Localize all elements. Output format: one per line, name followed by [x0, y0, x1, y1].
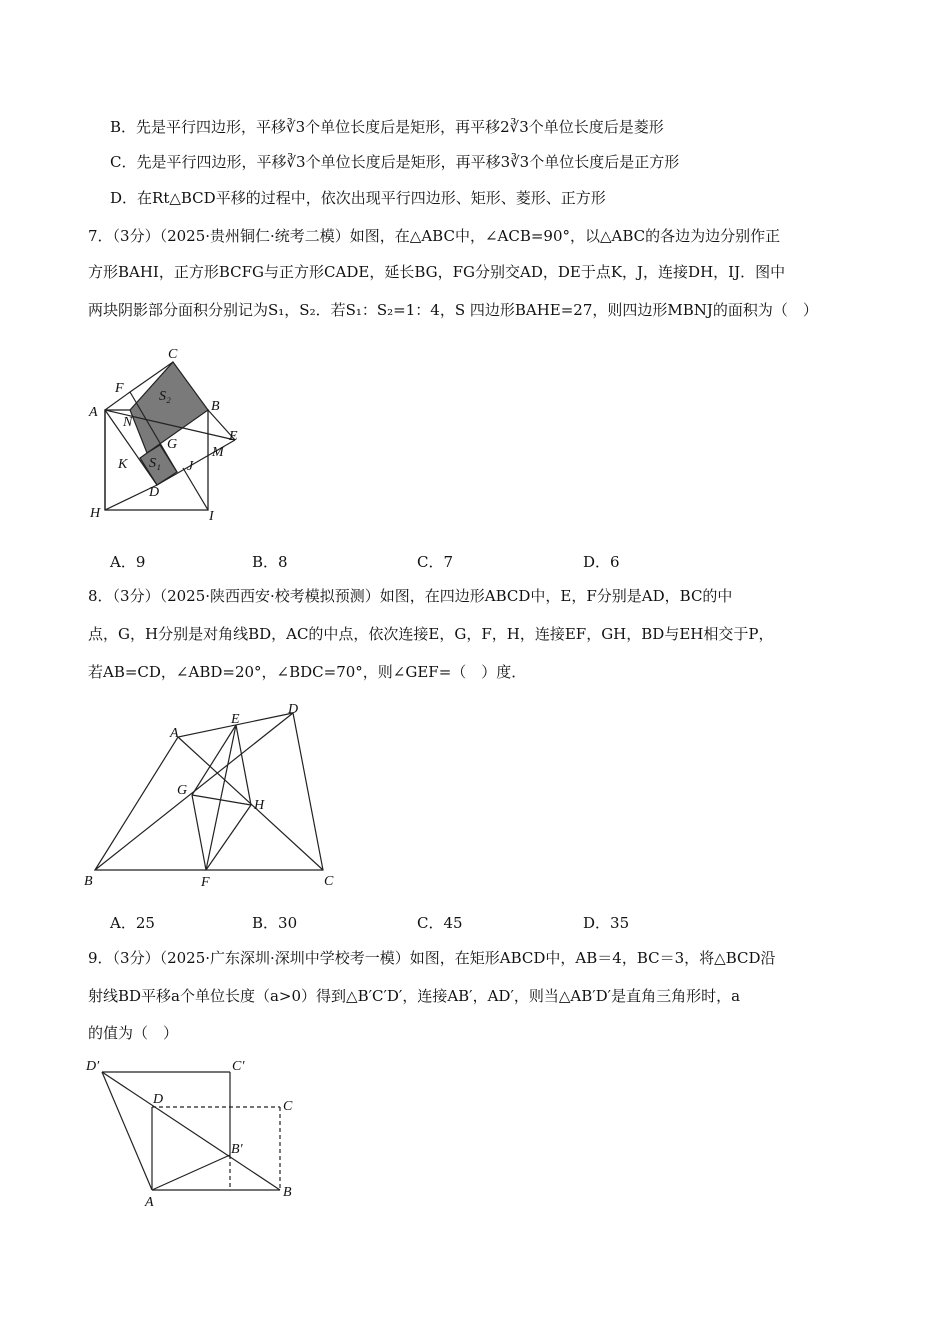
- q7-label-a: A: [89, 405, 98, 420]
- q6-option-c: C．先是平行四边形，平移∛3个单位长度后是矩形，再平移3∛3个单位长度后是正方形: [110, 153, 680, 171]
- q7-label-j: J: [187, 459, 194, 474]
- q7-label-k: K: [118, 457, 128, 472]
- q9-figure: [80, 1050, 320, 1215]
- q8-label-f: F: [201, 875, 210, 890]
- q8-label-a: A: [170, 726, 179, 741]
- q8-choice-b[interactable]: B．30: [252, 914, 298, 932]
- q8-label-e: E: [231, 712, 240, 727]
- q7-label-s2: S₂: [159, 389, 171, 404]
- q8-stem-line1: 8．（3分）（2025·陕西西安·校考模拟预测）如图，在四边形ABCD中，E，F分别是AD，BC的中: [88, 587, 733, 605]
- q6-option-d: D．在Rt△BCD平移的过程中，依次出现平行四边形、矩形、菱形、正方形: [110, 189, 606, 207]
- q8-choice-a[interactable]: A．25: [110, 914, 155, 932]
- q8-label-d: D: [288, 702, 299, 717]
- q9-label-b: B: [283, 1185, 292, 1200]
- q8-choice-d[interactable]: D．35: [583, 914, 630, 932]
- q7-label-h: H: [90, 506, 101, 521]
- q9-stem-line3: 的值为（ ）: [88, 1024, 179, 1042]
- q9-label-cprime: C′: [232, 1059, 245, 1074]
- q7-choice-c[interactable]: C．7: [417, 553, 454, 571]
- q8-stem-line3: 若AB=CD，∠ABD=20°，∠BDC=70°，则∠GEF=（ ）度．: [88, 663, 527, 681]
- q7-stem-line1: 7．（3分）（2025·贵州铜仁·统考二模）如图，在△ABC中，∠ACB=90°，以△ABC的各边为边分别作正: [88, 227, 781, 245]
- q7-label-b: B: [211, 399, 220, 414]
- q9-label-bprime: B′: [231, 1142, 243, 1157]
- q8-label-b: B: [84, 874, 93, 889]
- q8-figure: [80, 695, 350, 895]
- q7-choice-d[interactable]: D．6: [583, 553, 620, 571]
- q7-label-c: C: [168, 347, 178, 362]
- q8-label-g: G: [177, 783, 188, 798]
- q7-label-g: G: [167, 437, 178, 452]
- q8-label-h: H: [254, 798, 265, 813]
- q9-stem-line2: 射线BD平移a个单位长度（a>0）得到△B′C′D′，连接AB′，AD′，则当△AB′D′是直角三角形时，a: [88, 987, 741, 1005]
- q8-choice-c[interactable]: C．45: [417, 914, 463, 932]
- q7-stem-line3: 两块阴影部分面积分别记为S₁，S₂．若S₁：S₂=1：4，S 四边形BAHE=27，则四边形MBNJ的面积为（ ）: [88, 301, 818, 319]
- q7-label-s1: S₁: [149, 456, 161, 471]
- q7-label-e: E: [229, 429, 238, 444]
- q7-choice-b[interactable]: B．8: [252, 553, 288, 571]
- q9-label-dprime: D′: [86, 1059, 100, 1074]
- q8-stem-line2: 点，G，H分别是对角线BD，AC的中点，依次连接E，G，F，H，连接EF，GH，BD与EH相交于P，: [88, 625, 774, 643]
- q8-label-c: C: [324, 874, 334, 889]
- q7-label-d: D: [149, 485, 160, 500]
- q7-label-n: N: [123, 415, 133, 430]
- q7-choice-a[interactable]: A．9: [110, 553, 146, 571]
- q7-figure: [85, 340, 265, 530]
- q7-label-m: M: [212, 445, 224, 460]
- q7-stem-line2: 方形BAHI，正方形BCFG与正方形CADE，延长BG，FG分别交AD，DE于点K，J，连接DH，IJ．图中: [88, 263, 786, 281]
- q6-option-b: B．先是平行四边形，平移∛3个单位长度后是矩形，再平移2∛3个单位长度后是菱形: [110, 118, 664, 136]
- q9-stem-line1: 9．（3分）（2025·广东深圳·深圳中学校考一模）如图，在矩形ABCD中，AB＝4，BC＝3，将△BCD沿: [88, 949, 776, 967]
- q7-label-i: I: [209, 509, 214, 524]
- q9-label-c: C: [283, 1099, 293, 1114]
- q9-label-d: D: [153, 1092, 164, 1107]
- q7-label-f: F: [115, 381, 124, 396]
- q9-label-a: A: [145, 1195, 154, 1210]
